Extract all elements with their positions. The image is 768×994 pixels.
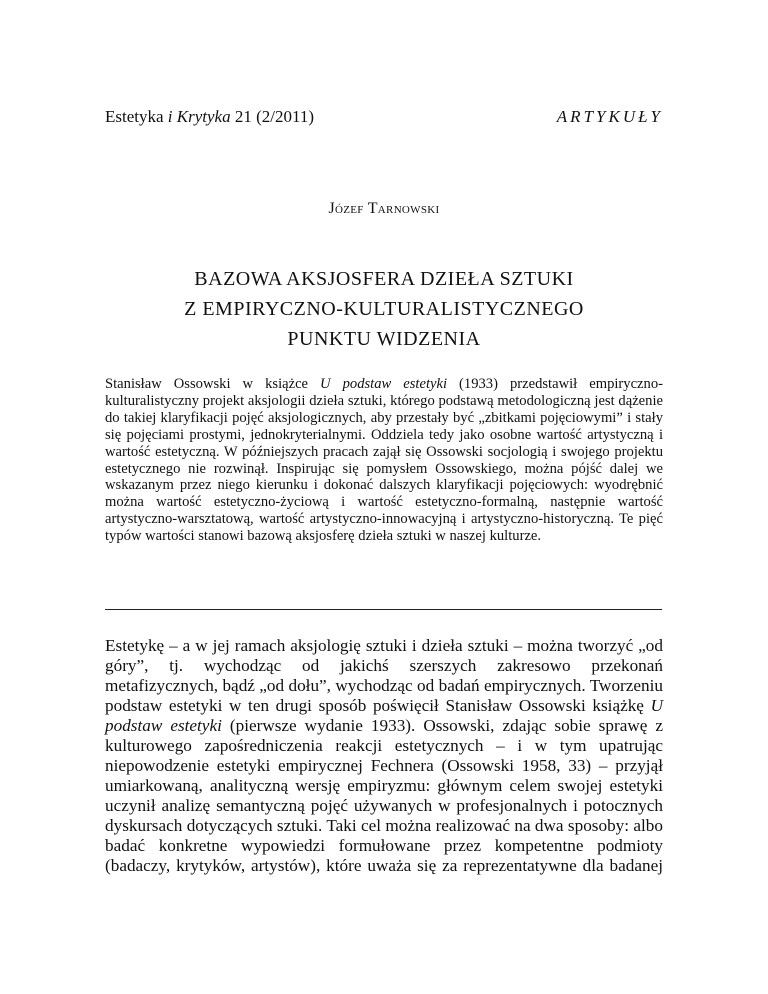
separator-rule xyxy=(105,609,662,610)
body-text-1: Estetykę – a w jej ramach aksjologię sztuki i dzieła sztuki – można tworzyć „od góry”, tj. wychodząc od jakichś szerszych zakresowo przekonań metafizycznych, bądź „od dołu”, wychodząc od badań empirycznych. Tworzeniu podstaw estetyki w ten drugi sposób poświęcił Stanisław Ossowski książkę xyxy=(105,636,663,715)
abstract-text-1: Stanisław Ossowski w książce xyxy=(105,376,321,392)
journal-name-estetyka: Estetyka xyxy=(105,107,168,126)
body-paragraph xyxy=(105,636,663,876)
article-title xyxy=(0,264,768,354)
journal-name-krytyka: Krytyka xyxy=(176,107,231,126)
body-text-2: (pierwsze wydanie 1933). Ossowski, zdając sobie sprawę z kulturowego zapośredniczenia reakcji estetycznych – i w tym upatrując niepowodzenie estetyki empirycznej Fechnera (Ossowski 1958, 33) – przyjął umiarkowaną, analityczną wersję empiryzmu: głównym celem swojej estetyki uczynił analizę semantyczną pojęć używanych w profesjonalnych i potocznych dyskursach dotyczących sztuki. Taki cel można realizować na dwa sposoby: albo badać konkretne wypowiedzi formułowane przez kompetentne podmioty (badaczy, krytyków, artystów), które uważa się za reprezentatywne dla badanej xyxy=(105,716,663,875)
title-line-2: Z EMPIRYCZNO-KULTURALISTYCZNEGO xyxy=(184,298,584,320)
journal-citation xyxy=(105,107,314,127)
author-name: Józef Tarnowski xyxy=(328,200,440,217)
section-label: ARTYKUŁY xyxy=(556,107,663,126)
abstract-book-title: U podstaw estetyki xyxy=(320,376,448,392)
journal-issue: 21 (2/2011) xyxy=(230,107,315,126)
journal-name-i: i xyxy=(167,107,173,126)
abstract xyxy=(105,376,663,545)
title-line-3: PUNKTU WIDZENIA xyxy=(287,328,481,350)
title-line-1: BAZOWA AKSJOSFERA DZIEŁA SZTUKI xyxy=(194,268,574,290)
body-book-title: U podstaw estetyki xyxy=(105,696,663,735)
abstract-text-2: (1933) przedstawił empiryczno-kulturalistyczny projekt aksjologii dzieła sztuki, którego podstawą metodologiczną jest dążenie do takiej klaryfikacji pojęć aksjologicznych, aby przestały być „zbitkami pojęciowymi” i stały się pojęciami prostymi, jednokryterialnymi. Oddziela tedy jako osobne wartość artystyczną i wartość estetyczną. W późniejszych pracach zajął się Ossowski socjologią i swojego projektu estetycznego nie rozwinął. Inspirując się pomysłem Ossowskiego, można pójść dalej we wskazanym przez niego kierunku i dokonać dalszych klaryfikacji pojęciowych: wyodrębnić można wartość estetyczno-życiową i wartość estetyczno-formalną, następnie wartość artystyczno-warsztatową, wartość artystyczno-innowacyjną i artystyczno-historyczną. Te pięć typów wartości stanowi bazową aksjosferę dzieła sztuki w naszej kulturze. xyxy=(105,376,663,545)
